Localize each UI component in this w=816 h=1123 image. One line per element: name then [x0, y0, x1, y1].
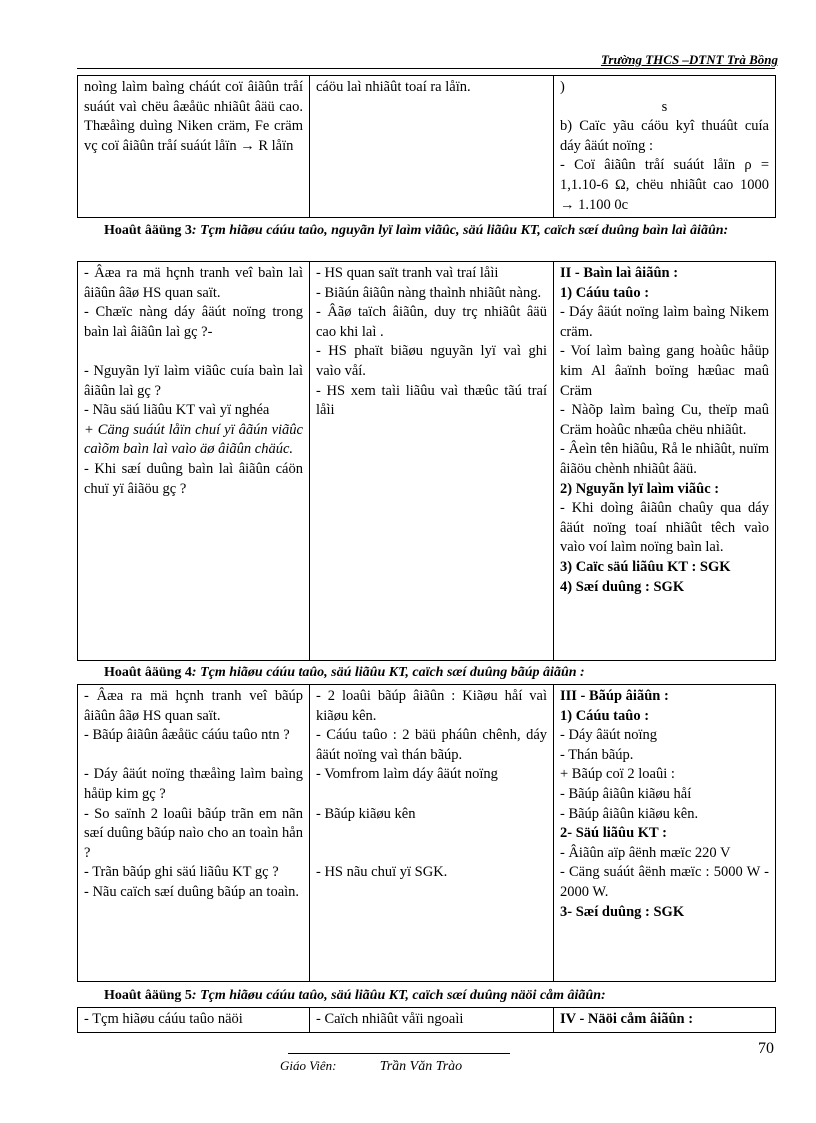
teacher-activity-cell: noìng laìm baìng cháút coï âiãûn tråí suáút vaì chëu âæåüc nhiãût âäü cao. Thæåìng duìng Niken cräm, Fe cräm vç coï âiãûn tråí suáút låïn → R låïn: [78, 76, 310, 218]
teacher-activity-cell: - Tçm hiãøu cáúu taûo näöi: [78, 1008, 310, 1033]
table-rice-cooker: [77, 1007, 776, 1033]
school-header: Trường THCS –DTNT Trà Bồng: [600, 52, 778, 67]
footer-label: Giáo Viên:: [280, 1058, 337, 1073]
content-cell: ) s b) Caïc yãu cáöu kyî thuáût cuía dáy âäút noïng : - Coï âiãûn tråí suáút låïn ρ = 1,1.10-6 Ω, chëu nhiãût cao 1000 → 1.100 0c: [554, 76, 776, 218]
student-activity-cell: - HS quan saït tranh vaì traí låìi - Biãún âiãûn nàng thaình nhiãût nàng. - Âãø taïch âiãûn, duy trç nhiãût âäü cao khi laì . - HS phaït biãøu nguyãn lyï vaì ghi vaìo våí. - HS xem taìi liãûu vaì thæûc tãú traí låìi: [310, 262, 554, 661]
teacher-name: Trần Văn Trào: [379, 1059, 463, 1074]
content-cell: III - Bãúp âiãûn : 1) Cáúu taûo : - Dáy âäút noïng - Thán bãúp. + Bãúp coï 2 loaûi : - Bãúp âiãûn kiãøu håí - Bãúp âiãûn kiãøu kên. 2- Säú liãûu KT : - Âiãûn aïp âënh mæïc 220 V - Cäng suáút âënh mæïc : 5000 W - 2000 W. 3- Sæí duûng : SGK: [554, 685, 776, 982]
footer-rule: [288, 1053, 510, 1054]
student-activity-cell: - Caïch nhiãût våïi ngoaìi: [310, 1008, 554, 1033]
table-continuation: [77, 75, 776, 218]
table-row: [78, 685, 776, 982]
table-iron: [77, 261, 776, 661]
teacher-activity-cell: - Âæa ra mä hçnh tranh veî baìn laì âiãûn âãø HS quan saït. - Chæïc nàng dáy âäút noïng trong baìn laì âiãûn laì gç ?- - Nguyãn lyï laìm viãûc cuía baìn laì âiãûn laì gç ? - Nãu säú liãûu KT vaì yï nghéa + Cäng suáút låïn chuí yï âãún viãûc caìõm baìn laì vaìo äø âiãûn chäúc. - Khi sæí duûng baìn laì âiãûn cáön chuï yï âiãöu gç ?: [78, 262, 310, 661]
content-cell: II - Baìn laì âiãûn : 1) Cáúu taûo : - Dáy âäút noïng laìm baìng Nikem cräm. - Voí laìm baìng gang hoàûc håüp kim Al âaïnh boïng hæûac maû Cräm - Nàõp laìm baìng Cu, theïp maû Cräm hoàûc nhæûa chëu nhiãût. - Âeìn tên hiãûu, Rå le nhiãût, nuïm âiãöu chènh nhiãût âäü. 2) Nguyãn lyï laìm viãûc : - Khi doìng âiãûn chaûy qua dáy âäút noïng toaí nhiãût têch vaìo vaìo voí laìm noïng baìn laì. 3) Caïc säú liãûu KT : SGK 4) Sæí duûng : SGK: [554, 262, 776, 661]
page-number: 70: [758, 1040, 774, 1057]
teacher-activity-cell: - Âæa ra mä hçnh tranh veî bãúp âiãûn âãø HS quan saït. - Bãúp âiãûn âæåüc cáúu taûo ntn ? - Dáy âäút noïng thæåìng laìm baìng håüp kim gç ? - So saïnh 2 loaûi bãúp trãn em nãn sæí duûng bãúp naìo cho an toaìn hån ? - Trãn bãúp ghi säú liãûu KT gç ? - Nãu caïch sæí duûng bãúp an toaìn.: [78, 685, 310, 982]
content-cell: IV - Näöi cåm âiãûn :: [554, 1008, 776, 1033]
header-rule: [77, 68, 775, 69]
table-stove: [77, 684, 776, 982]
table-row: [78, 76, 776, 218]
table-row: [78, 1008, 776, 1033]
student-activity-cell: - 2 loaûi bãúp âiãûn : Kiãøu håí vaì kiãøu kên. - Cáúu taûo : 2 bäü pháûn chênh, dáy âäút noïng vaì thán bãúp. - Vomfrom laìm dáy âäút noïng - Bãúp kiãøu kên - HS nãu chuï yï SGK.: [310, 685, 554, 982]
footer: [280, 1058, 462, 1075]
activity-3-heading: Hoaût âäüng 3: Tçm hiãøu cáúu taûo, nguyãn lyï laìm viãûc, säú liãûu KT, caïch sæí duûng baìn laì âiãûn:: [104, 223, 729, 238]
student-activity-cell: cáöu laì nhiãût toaí ra låïn.: [310, 76, 554, 218]
activity-5-heading: Hoaût âäüng 5: Tçm hiãøu cáúu taûo, säú liãûu KT, caïch sæí duûng näöi cåm âiãûn:: [104, 988, 606, 1003]
table-row: [78, 262, 776, 661]
activity-4-heading: Hoaût âäüng 4: Tçm hiãøu cáúu taûo, säú liãûu KT, caïch sæí duûng bãúp âiãûn :: [104, 665, 585, 680]
